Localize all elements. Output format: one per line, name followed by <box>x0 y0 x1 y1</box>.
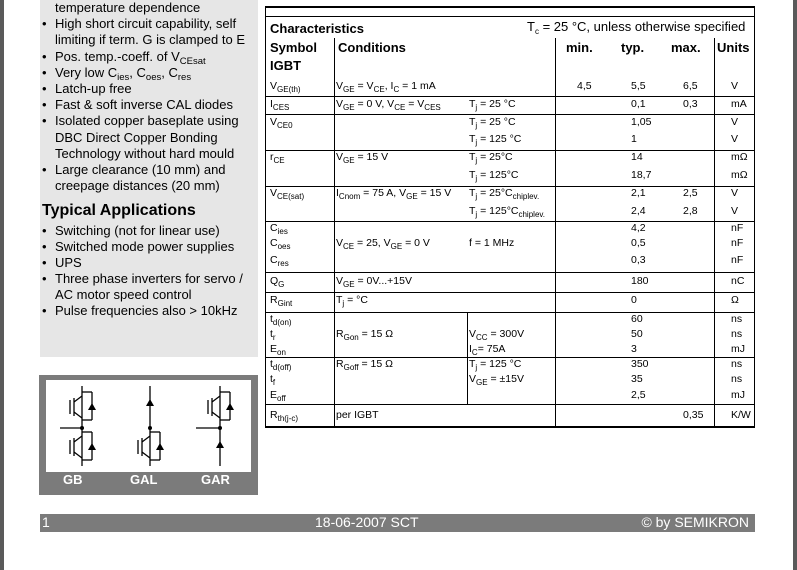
table-rule <box>265 6 266 428</box>
feature-text-part: Latch-up free <box>55 81 132 96</box>
cell-condition <box>336 98 441 110</box>
cell-symbol <box>270 358 291 370</box>
symbol-text: R <box>270 294 278 306</box>
circuit-schematic-icon <box>46 380 251 472</box>
symbol-text: t <box>270 358 273 370</box>
condition-subscript: GE <box>343 103 355 112</box>
cell-typ: 18,7 <box>631 169 652 181</box>
feature-text-part: limiting if term. G is clamped to E <box>55 32 245 48</box>
condition-text: V <box>336 275 344 287</box>
cell-typ: 180 <box>631 275 649 287</box>
table-rule <box>714 38 715 428</box>
symbol-text: t <box>270 328 273 340</box>
condition-text: T <box>469 205 476 217</box>
symbol-text: E <box>270 389 278 401</box>
cell-typ: 60 <box>631 313 643 325</box>
symbol-subscript: oes <box>277 242 291 251</box>
table-rule <box>334 38 335 428</box>
condition-text: = ±15V <box>487 373 524 385</box>
condition-subscript: CE <box>394 103 406 112</box>
condition-text: V <box>469 328 477 340</box>
condition-text: V <box>469 373 477 385</box>
symbol-text: V <box>270 187 278 199</box>
feature-text-part: Isolated copper baseplate using <box>55 113 239 129</box>
feature-text <box>55 0 200 16</box>
feature-text-part: creepage distances (20 mm) <box>55 178 220 194</box>
cell-max: 2,8 <box>683 205 698 217</box>
cell-max: 6,5 <box>683 80 698 92</box>
cell-condition <box>336 409 379 421</box>
condition-subscript: j <box>475 156 478 165</box>
cell-typ: 1 <box>631 133 637 145</box>
condition-text: = 15 V <box>354 151 389 163</box>
characteristics-table <box>265 0 755 428</box>
application-text-part: AC motor speed control <box>55 287 192 302</box>
table-rule <box>265 404 755 405</box>
condition-text: = 15 Ω <box>358 358 393 370</box>
symbol-subscript: r <box>272 333 276 342</box>
header-symbol: Symbol <box>270 40 317 55</box>
table-rule <box>555 38 556 428</box>
condition-text: T <box>469 116 476 128</box>
feature-text <box>55 97 233 113</box>
circuit-label-gar: GAR <box>201 472 230 487</box>
page-edge-left <box>0 0 4 570</box>
cell-condition <box>336 275 412 287</box>
header-max: max. <box>671 40 701 55</box>
symbol-text: r <box>270 151 274 163</box>
application-text-part: Three phase inverters for servo / <box>55 271 243 286</box>
application-bullet: • <box>42 239 47 254</box>
cell-max: 0,35 <box>683 409 704 421</box>
feature-text-part: , C <box>161 64 178 80</box>
cell-unit: ns <box>731 328 743 340</box>
feature-subscript: CEsat <box>179 55 206 67</box>
feature-bullet: • <box>42 81 47 96</box>
cell-unit: K/W <box>731 409 751 421</box>
condition-text: V <box>336 98 344 110</box>
cell-condition <box>336 358 393 370</box>
condition-subscript: CES <box>424 103 441 112</box>
cell-unit: mJ <box>731 343 745 355</box>
cell-condition-2 <box>469 133 521 145</box>
symbol-subscript: th(j-c) <box>277 414 299 423</box>
application-text-part: Switching (not for linear use) <box>55 223 220 238</box>
cell-condition-2 <box>469 98 516 110</box>
header-conditions: Conditions <box>338 40 406 55</box>
application-text-part: UPS <box>55 255 82 270</box>
cell-condition <box>336 294 368 306</box>
cell-symbol <box>270 389 286 401</box>
cell-typ: 3 <box>631 343 637 355</box>
condition-note: $T_c = 25$ °C, unless otherwise specified <box>527 19 746 36</box>
symbol-text: V <box>270 116 278 128</box>
page-footer <box>40 514 755 532</box>
table-title: Characteristics <box>270 21 364 36</box>
condition-text: = 75A <box>477 343 506 355</box>
application-text-part: Pulse frequencies also > 10kHz <box>55 303 238 318</box>
cell-typ: 350 <box>631 358 649 370</box>
condition-subscript: C <box>471 348 478 357</box>
symbol-text: E <box>270 343 278 355</box>
symbol-subscript: CE(sat) <box>277 192 305 201</box>
feature-text <box>55 113 239 129</box>
condition-subscript: j <box>342 299 345 308</box>
condition-text: T <box>336 294 343 306</box>
condition-subscript: GE <box>476 378 488 387</box>
condition-text: = 15 Ω <box>358 328 394 340</box>
footer-date: 18-06-2007 SCT <box>315 514 419 530</box>
header-typ: typ. <box>621 40 645 55</box>
table-rule <box>265 272 755 273</box>
cell-symbol <box>270 313 292 325</box>
symbol-text: V <box>270 80 278 92</box>
cell-symbol <box>270 328 276 340</box>
condition-subscript: CE <box>373 85 385 94</box>
feature-text <box>55 162 226 178</box>
cell-typ: 2,1 <box>631 187 646 199</box>
condition-text: V <box>336 237 344 249</box>
condition-text: = 125°C <box>477 169 519 181</box>
condition-subscript: chiplev. <box>518 210 546 219</box>
table-rule <box>265 426 755 428</box>
condition-text: T <box>469 169 476 181</box>
symbol-text: t <box>270 313 273 325</box>
cell-typ: 50 <box>631 328 643 340</box>
cell-symbol <box>270 294 292 306</box>
condition-subscript: chiplev. <box>512 192 540 201</box>
feature-bullet: • <box>42 48 47 64</box>
condition-subscript: Goff <box>343 363 359 372</box>
application-text <box>55 287 192 303</box>
symbol-subscript: CE <box>273 156 285 165</box>
feature-text-part: High short circuit capability, self <box>55 16 237 32</box>
application-text <box>55 271 243 287</box>
condition-subscript: j <box>475 103 478 112</box>
symbol-subscript: GE(th) <box>277 85 301 94</box>
symbol-subscript: res <box>277 259 289 268</box>
table-rule <box>467 312 468 404</box>
feature-text-part: temperature dependence <box>55 0 201 15</box>
symbol-text: t <box>270 373 273 385</box>
cell-symbol <box>270 237 291 249</box>
symbol-subscript: CE0 <box>277 121 293 130</box>
feature-text <box>55 146 234 162</box>
symbol-text: R <box>270 409 278 421</box>
cell-unit: V <box>731 187 739 199</box>
table-rule <box>754 6 755 428</box>
condition-text: = °C <box>344 294 368 306</box>
condition-text: = 125 °C <box>477 358 522 370</box>
condition-text: = 300V <box>487 328 525 340</box>
feature-text <box>55 130 218 146</box>
condition-subscript: j <box>475 121 478 130</box>
condition-text: = 0V...+15V <box>354 275 412 287</box>
cell-symbol <box>270 254 289 266</box>
condition-text: V <box>336 80 344 92</box>
table-rule <box>265 6 755 8</box>
cell-condition <box>336 151 388 163</box>
symbol-text: C <box>270 237 278 249</box>
application-text <box>55 255 82 271</box>
application-bullet: • <box>42 223 47 238</box>
condition-subscript: j <box>475 138 478 147</box>
condition-text: = 25 °C <box>477 98 516 110</box>
feature-bullet: • <box>42 97 47 113</box>
table-rule <box>265 150 755 151</box>
cell-unit: V <box>731 80 739 92</box>
cell-condition-2 <box>469 169 518 181</box>
condition-text: = 25, V <box>354 237 391 249</box>
feature-text <box>55 16 236 32</box>
condition-text: = V <box>354 80 374 92</box>
feature-text-part: Very low C <box>55 64 118 80</box>
condition-text: T <box>469 358 476 370</box>
feature-text <box>55 178 220 194</box>
table-rule <box>265 96 755 97</box>
header-min: min. <box>566 40 593 55</box>
condition-subscript: CE <box>343 242 355 251</box>
application-text <box>55 223 220 239</box>
condition-text: I <box>469 343 472 355</box>
application-bullet: • <box>42 271 47 286</box>
cell-symbol <box>270 187 304 199</box>
condition-subscript: GE <box>343 280 355 289</box>
cell-unit: ns <box>731 373 743 385</box>
condition-text: R <box>336 328 344 340</box>
feature-text-part: Fast & soft inverse CAL diodes <box>55 97 233 113</box>
cell-condition-2 <box>469 187 539 199</box>
cell-condition-2 <box>469 328 524 340</box>
symbol-text: C <box>270 254 278 266</box>
cell-condition <box>336 328 393 340</box>
condition-text: f = 1 MHz <box>469 237 515 249</box>
cell-unit: V <box>731 133 739 145</box>
condition-text: = 25 °C <box>477 116 516 128</box>
cell-unit: nF <box>731 254 744 266</box>
feature-bullet: • <box>42 16 47 32</box>
cell-typ: 0,1 <box>631 98 646 110</box>
condition-subscript: GE <box>343 85 355 94</box>
condition-text: = 25°C <box>477 187 513 199</box>
cell-unit: nC <box>731 275 745 287</box>
symbol-subscript: f <box>272 378 276 387</box>
table-rule <box>265 16 755 17</box>
header-units: Units <box>717 40 750 55</box>
condition-subscript: j <box>475 192 478 201</box>
section-igbt: IGBT <box>270 58 302 73</box>
cell-condition-2 <box>469 151 513 163</box>
feature-text-part: , C <box>129 64 146 80</box>
condition-text: per IGBT <box>336 409 379 421</box>
condition-text: = 25°C <box>477 151 513 163</box>
cell-condition-2 <box>469 205 545 217</box>
symbol-subscript: CES <box>272 103 290 112</box>
symbol-subscript: d(on) <box>272 318 292 327</box>
cell-condition-2 <box>469 343 505 355</box>
feature-text-part: Technology without hard mould <box>55 145 235 161</box>
cell-unit: mΩ <box>731 151 748 163</box>
condition-subscript: GE <box>406 192 418 201</box>
cell-symbol <box>270 116 293 128</box>
symbol-subscript: ies <box>277 227 288 236</box>
table-rule <box>265 357 755 358</box>
application-bullet: • <box>42 255 47 270</box>
table-rule <box>265 186 755 187</box>
condition-text: R <box>336 358 344 370</box>
symbol-subscript: d(off) <box>272 363 292 372</box>
condition-subscript: Gon <box>343 333 359 342</box>
application-text-part: Switched mode power supplies <box>55 239 235 254</box>
condition-text: = 15 V <box>417 187 452 199</box>
condition-text: T <box>469 98 476 110</box>
page-number: 1 <box>42 514 50 530</box>
cell-unit: Ω <box>731 294 739 306</box>
condition-text: = V <box>405 98 425 110</box>
cell-unit: ns <box>731 358 743 370</box>
condition-subscript: GE <box>390 242 403 251</box>
condition-text: I <box>336 187 339 199</box>
cell-typ: 2,4 <box>631 205 646 217</box>
cell-unit: nF <box>731 222 744 234</box>
condition-text: = 75 A, V <box>360 187 407 199</box>
cell-symbol <box>270 275 284 287</box>
cell-condition-2 <box>469 358 521 370</box>
application-text <box>55 239 234 255</box>
cell-typ: 0,3 <box>631 254 646 266</box>
cell-typ: 0 <box>631 294 637 306</box>
symbol-text: C <box>270 222 278 234</box>
circuit-label-gb: GB <box>63 472 83 487</box>
circuit-symbols <box>46 380 251 472</box>
condition-subscript: GE <box>343 156 355 165</box>
condition-subscript: j <box>475 363 478 372</box>
cell-symbol <box>270 343 286 355</box>
cell-min: 4,5 <box>577 80 592 92</box>
condition-text: , I <box>384 80 394 92</box>
condition-text: = 0 V <box>402 237 430 249</box>
cell-condition-2 <box>469 373 524 385</box>
cell-condition <box>336 187 451 199</box>
condition-text: V <box>336 151 344 163</box>
cell-unit: ns <box>731 313 743 325</box>
cell-condition <box>336 80 436 92</box>
cell-symbol <box>270 98 289 110</box>
feature-subscript: ies <box>117 71 130 83</box>
cell-unit: mA <box>731 98 747 110</box>
condition-text: = 125°C <box>477 205 519 217</box>
symbol-text: I <box>270 98 273 110</box>
cell-unit: V <box>731 116 739 128</box>
cell-condition-2 <box>469 237 514 249</box>
condition-subscript: Cnom <box>338 192 361 201</box>
applications-title: Typical Applications <box>42 202 196 219</box>
application-text <box>55 303 237 319</box>
symbol-subscript: on <box>277 348 286 357</box>
feature-text-part: DBC Direct Copper Bonding <box>55 129 218 145</box>
cell-typ: 1,05 <box>631 116 652 128</box>
feature-bullet: • <box>42 162 47 177</box>
condition-text: T <box>469 133 476 145</box>
cell-unit: mΩ <box>731 169 748 181</box>
cell-typ: 2,5 <box>631 389 646 401</box>
condition-text: T <box>469 187 476 199</box>
condition-subscript: j <box>475 210 478 219</box>
cell-unit: mJ <box>731 389 745 401</box>
cell-unit: nF <box>731 237 744 249</box>
cell-symbol <box>270 80 301 92</box>
cell-symbol <box>270 409 298 421</box>
cell-symbol <box>270 222 288 234</box>
symbol-subscript: off <box>277 394 286 403</box>
page-edge-right <box>793 0 797 570</box>
cell-symbol <box>270 373 275 385</box>
table-rule <box>265 292 755 293</box>
cell-typ: 14 <box>631 151 643 163</box>
feature-text <box>55 32 245 48</box>
condition-text: = 0 V, V <box>354 98 395 110</box>
condition-subscript: CC <box>476 333 488 342</box>
condition-subscript: j <box>475 174 478 183</box>
feature-subscript: oes <box>145 71 162 83</box>
symbol-subscript: G <box>278 280 285 289</box>
cell-typ: 35 <box>631 373 643 385</box>
cell-unit: V <box>731 205 739 217</box>
cell-typ: 5,5 <box>631 80 646 92</box>
cell-condition-2 <box>469 116 516 128</box>
feature-bullet: • <box>42 64 47 80</box>
condition-text: T <box>469 151 476 163</box>
footer-copyright: © by SEMIKRON <box>641 514 749 530</box>
cell-condition <box>336 237 430 249</box>
feature-subscript: res <box>177 71 192 83</box>
condition-subscript: C <box>393 85 400 94</box>
cell-typ: 4,2 <box>631 222 646 234</box>
table-rule <box>265 114 755 115</box>
symbol-subscript: Gint <box>277 299 293 308</box>
condition-text: = 125 °C <box>477 133 522 145</box>
feature-bullet: • <box>42 113 47 129</box>
table-rule <box>265 312 755 313</box>
feature-text <box>55 81 132 97</box>
table-rule <box>265 221 755 222</box>
feature-text-part: Pos. temp.-coeff. of V <box>55 48 180 64</box>
cell-max: 0,3 <box>683 98 698 110</box>
cell-typ: 0,5 <box>631 237 646 249</box>
symbol-text: Q <box>270 275 279 287</box>
feature-text-part: Large clearance (10 mm) and <box>55 162 226 177</box>
application-bullet: • <box>42 303 47 318</box>
cell-max: 2,5 <box>683 187 698 199</box>
condition-text: = 1 mA <box>399 80 436 92</box>
circuit-label-gal: GAL <box>130 472 158 487</box>
cell-symbol <box>270 151 285 163</box>
